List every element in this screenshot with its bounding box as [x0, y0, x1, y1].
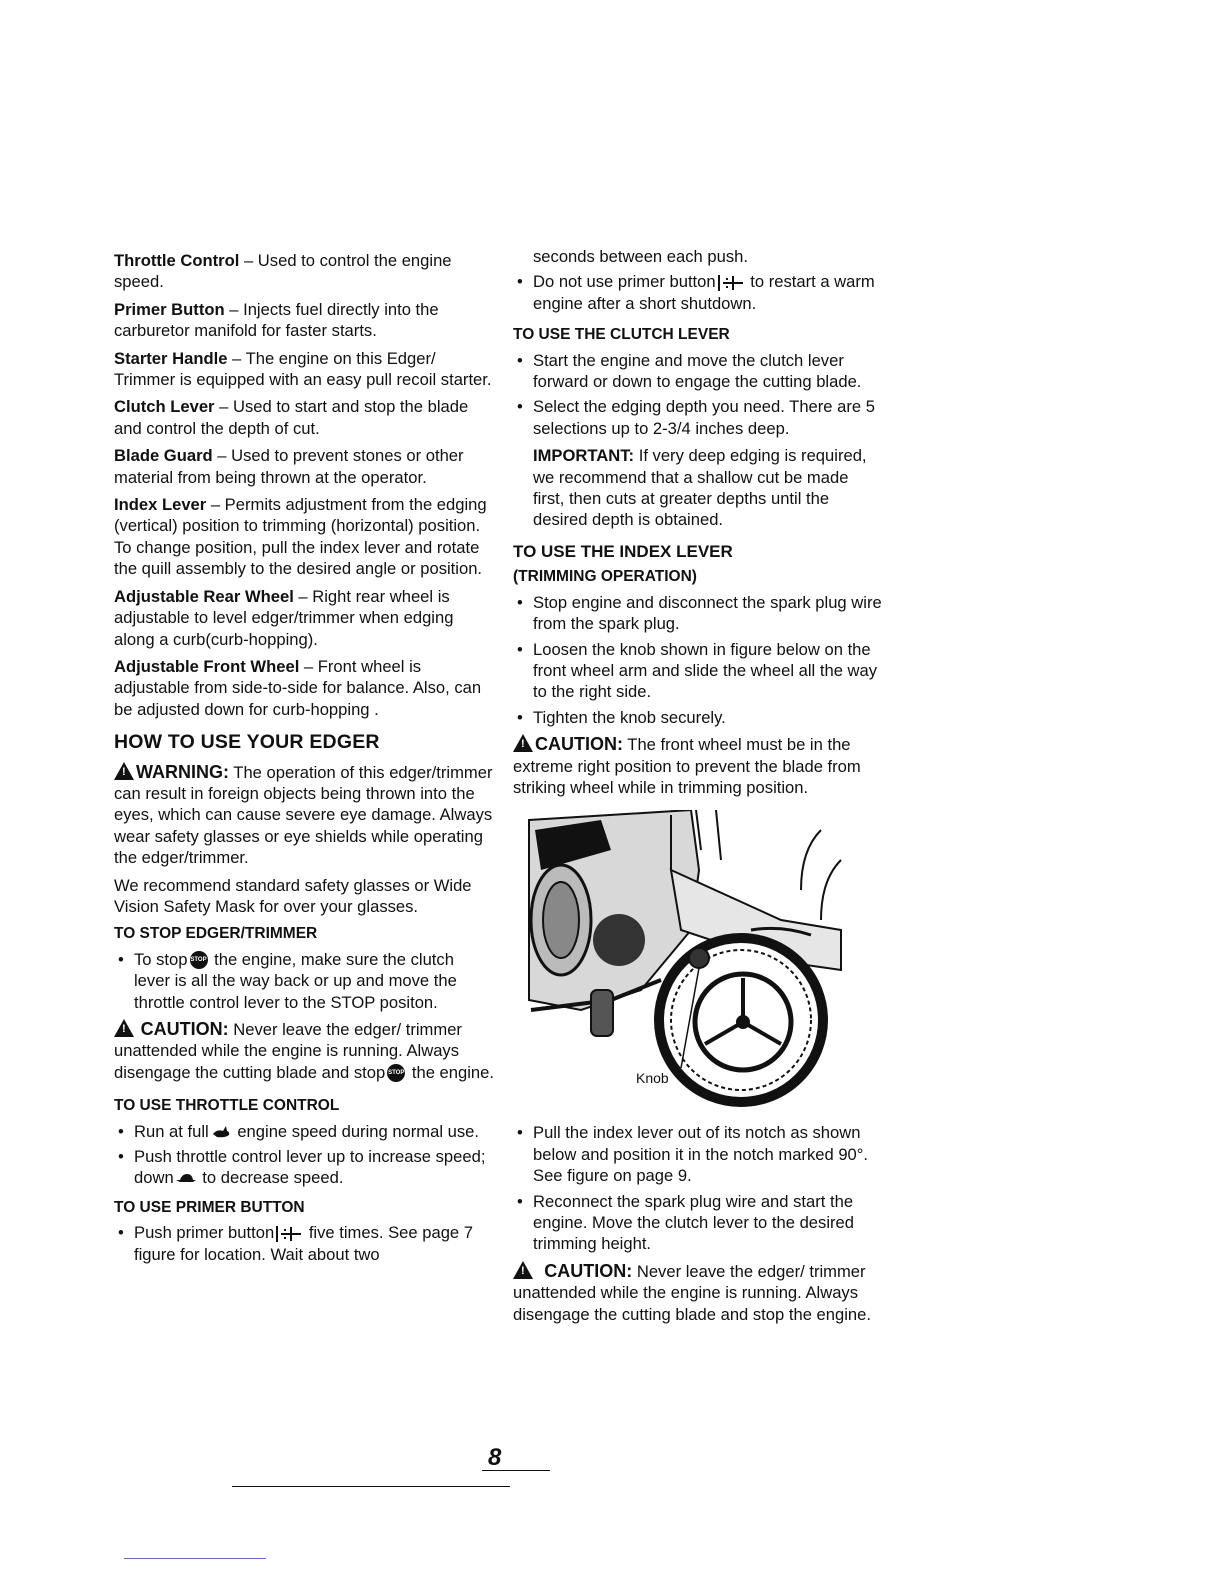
list-item	[114, 949, 494, 1013]
def-term: Blade Guard	[114, 446, 213, 466]
bullet-text: Do not use primer button	[533, 272, 716, 292]
def-text: – Front wheel is adjustable from side-to-side for balance. Also, can be adjusted down for curb-hopping .	[114, 656, 482, 719]
throttle-heading: TO USE THROTTLE CONTROL	[114, 1097, 340, 1115]
list-item	[114, 1146, 494, 1189]
caution-text: the engine.	[407, 1062, 494, 1082]
def-adjustable-front-wheel	[114, 656, 494, 720]
def-text: – Injects fuel directly into the carburetor manifold for faster starts.	[114, 299, 439, 341]
caution-text: The front wheel must be in the extreme right position to prevent the blade from striking wheel while in trimming position.	[513, 735, 861, 797]
caution-notice	[114, 1019, 494, 1083]
bullet-text: five times. See page 7 figure for location. Wait about two	[134, 1223, 474, 1264]
def-term: Clutch Lever	[114, 397, 215, 417]
throttle-list	[114, 1121, 494, 1189]
recommend-paragraph: We recommend standard safety glasses or Wide Vision Safety Mask for over your glasses.	[114, 875, 472, 916]
important-note	[513, 445, 883, 531]
caution-label: CAUTION:	[140, 1019, 229, 1039]
list-item: • Reconnect the spark plug wire and start the engine. Move the clutch lever to the desired trimming height.	[513, 1191, 883, 1255]
def-term: Adjustable Rear Wheel	[114, 586, 294, 606]
def-adjustable-rear-wheel	[114, 586, 494, 650]
list-item: • Loosen the knob shown in figure below on the front wheel arm and slide the wheel all the way to the right side.	[513, 639, 883, 703]
stop-icon: STOP	[387, 1064, 405, 1082]
footer-rule	[232, 1486, 510, 1487]
list-item: • Stop engine and disconnect the spark plug wire from the spark plug.	[513, 592, 883, 635]
def-text: – Used to control the engine speed.	[114, 251, 452, 292]
bullet-text: Run at full	[134, 1121, 209, 1141]
list-item	[513, 271, 883, 314]
index-list-2	[513, 1122, 883, 1254]
def-primer-button	[114, 299, 494, 342]
def-text: – Right rear wheel is adjustable to level edger/trimmer when edging along a curb(curb-hopping).	[114, 586, 454, 649]
warning-triangle-icon	[114, 762, 134, 780]
warning-triangle-icon	[513, 1261, 533, 1279]
def-clutch-lever	[114, 396, 494, 439]
warning-triangle-icon	[114, 1019, 134, 1037]
bullet-text: the engine, make sure the clutch lever is all the way back or up and move the throttle control lever to the STOP positon.	[134, 949, 457, 1012]
primer-icon	[275, 1225, 303, 1243]
caution-label: CAUTION:	[544, 1260, 633, 1281]
list-item	[114, 1121, 494, 1142]
primer-icon	[717, 274, 745, 292]
list-item: • Start the engine and move the clutch lever forward or down to engage the cutting blade.	[513, 350, 883, 393]
list-item-continued: seconds between each push.	[533, 247, 748, 266]
def-throttle-control	[114, 250, 494, 293]
list-item: • Select the edging depth you need. There are 5 selections up to 2-3/4 inches deep.	[513, 396, 883, 439]
stop-icon: STOP	[190, 951, 208, 969]
index-heading: TO USE THE INDEX LEVER	[513, 541, 733, 561]
bullet-text: to decrease speed.	[197, 1168, 344, 1188]
primer-heading: TO USE PRIMER BUTTON	[114, 1198, 305, 1216]
figure-label-knob: Knob	[636, 1070, 669, 1087]
clutch-heading: TO USE THE CLUTCH LEVER	[513, 326, 730, 344]
front-wheel-knob-figure	[521, 810, 863, 1110]
def-index-lever	[114, 494, 494, 580]
warning-label: WARNING:	[136, 761, 229, 782]
def-text: – Used to prevent stones or other material from being thrown at the operator.	[114, 446, 464, 487]
stop-heading: TO STOP EDGER/TRIMMER	[114, 925, 318, 943]
primer-list	[114, 1222, 494, 1265]
list-item: • Pull the index lever out of its notch as shown below and position it in the notch marked 90°. See figure on page 9.	[513, 1122, 883, 1186]
def-text: – The engine on this Edger/ Trimmer is equipped with an easy pull recoil starter.	[114, 348, 492, 390]
caution-notice	[513, 1261, 883, 1325]
caution-text: Never leave the edger/ trimmer unattended while the engine is running. Always disengage the cutting blade and stop	[114, 1020, 462, 1082]
index-subheading: (TRIMMING OPERATION)	[513, 568, 697, 586]
important-label: IMPORTANT:	[533, 446, 635, 466]
warning-triangle-icon	[513, 734, 533, 752]
caution-text: Never leave the edger/ trimmer unattended while the engine is running. Always disengage the cutting blade and stop the engine.	[513, 1261, 871, 1324]
stop-list	[114, 949, 494, 1013]
index-list	[513, 592, 883, 728]
bullet-text: engine speed during normal use.	[232, 1121, 480, 1141]
how-to-use-heading: HOW TO USE YOUR EDGER	[114, 731, 380, 754]
bullet-text: to restart a warm engine after a short shutdown.	[533, 272, 875, 313]
def-starter-handle	[114, 348, 494, 391]
page-number: 8	[488, 1444, 502, 1471]
warning-notice	[114, 762, 494, 869]
caution-notice	[513, 734, 883, 798]
def-term: Starter Handle	[114, 348, 228, 368]
def-text: – Permits adjustment from the edging (vertical) position to trimming (horizontal) position. To change position, pull the index lever and rotate the quill assembly to the desired angle or position.	[114, 495, 487, 579]
list-item: • Tighten the knob securely.	[513, 707, 883, 728]
bullet-text: Push throttle control lever up to increase speed; down	[134, 1147, 486, 1188]
scan-mark-line	[124, 1558, 266, 1559]
important-text: If very deep edging is required, we recommend that a shallow cut be made first, then cuts at greater depths until the desired depth is obtained.	[533, 446, 867, 530]
edger-wheel-illustration	[521, 810, 863, 1110]
bullet-text: Push primer button	[134, 1223, 275, 1243]
clutch-list	[513, 350, 883, 440]
warning-text: The operation of this edger/trimmer can result in foreign objects being thrown into the eyes, which can cause severe eye damage. Always wear safety glasses or eye shields while operating the edger/trimmer.	[114, 762, 493, 868]
turtle-icon	[176, 1172, 196, 1186]
rabbit-icon	[211, 1125, 231, 1139]
def-blade-guard	[114, 445, 494, 488]
left-column	[114, 250, 494, 1271]
primer-list-continued	[513, 246, 883, 314]
right-column	[513, 247, 883, 1331]
bullet-text: To stop	[134, 949, 188, 969]
def-term: Index Lever	[114, 495, 207, 515]
def-term: Throttle Control	[114, 251, 240, 270]
def-text: – Used to start and stop the blade and control the depth of cut.	[114, 397, 469, 438]
def-term: Primer Button	[114, 299, 225, 319]
def-term: Adjustable Front Wheel	[114, 656, 300, 676]
caution-label: CAUTION:	[535, 734, 623, 755]
list-item	[114, 1222, 494, 1265]
